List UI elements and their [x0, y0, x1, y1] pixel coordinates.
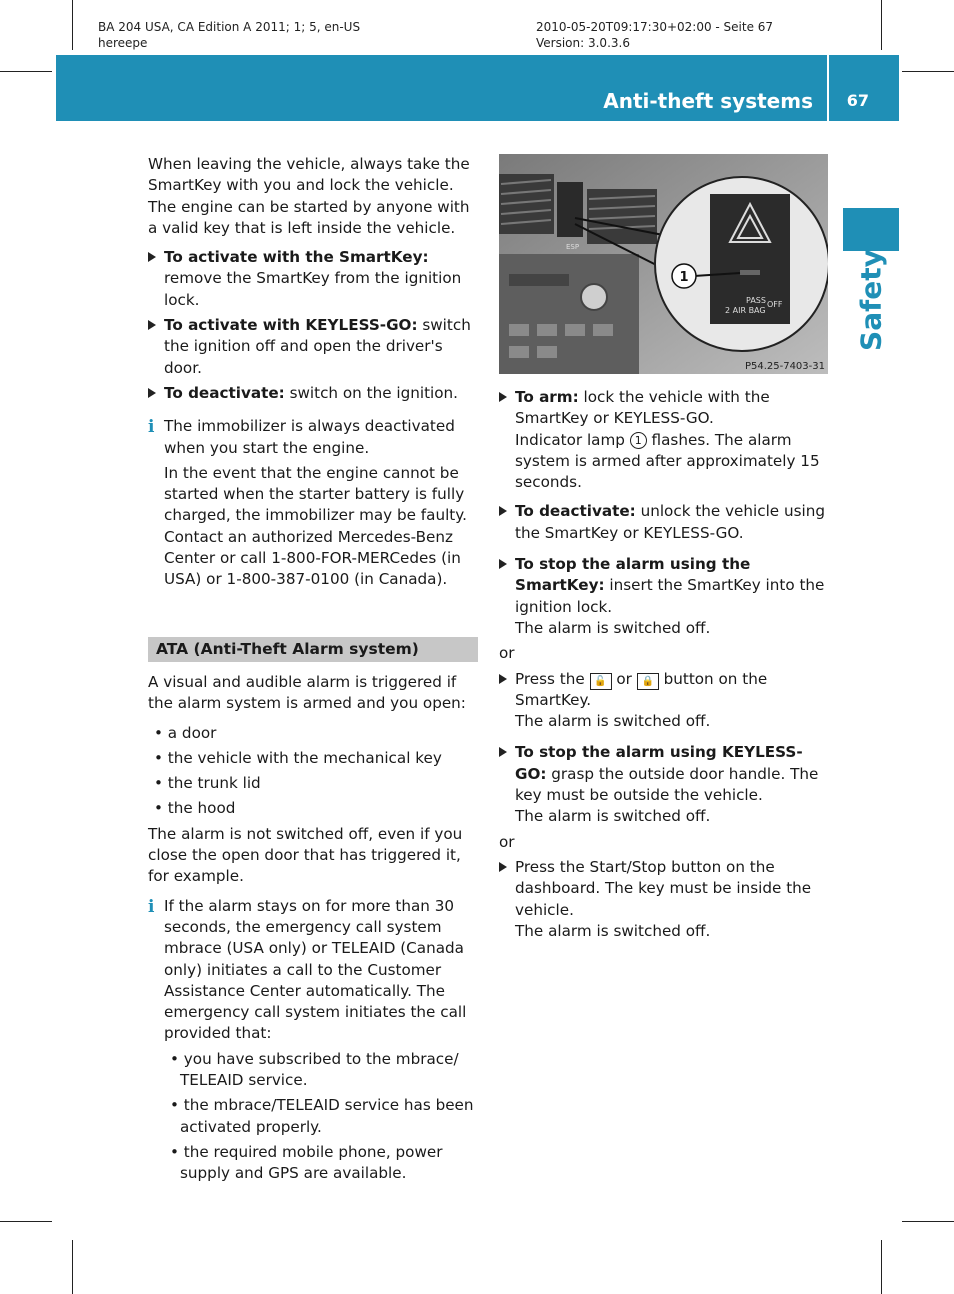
step-result: flashes. The alarm system is armed after approximately 15 seconds. [515, 430, 820, 492]
unlock-icon: 🔓 [590, 673, 612, 690]
info-paragraph: The immobilizer is always deactivated when you start the engine. [164, 417, 455, 457]
lock-icon: 🔒 [637, 673, 659, 690]
print-meta-left [98, 19, 360, 51]
step-result: The alarm is switched off. [515, 807, 711, 826]
button-text-airbag: 2 AIR BAG [725, 306, 766, 315]
figure-code: P54.25-7403-31 [744, 361, 825, 372]
info-note [148, 416, 478, 590]
or-separator: or [499, 832, 515, 851]
step-text: remove the SmartKey from the ignition lock. [164, 269, 462, 309]
step-label: To stop the alarm using the SmartKey: [515, 555, 751, 595]
esp-label: ESP [566, 243, 580, 251]
step-arrow-icon [499, 747, 507, 757]
dashboard-drawing [499, 154, 828, 374]
step-result: The alarm is switched off. [515, 618, 711, 637]
chapter-title: Anti-theft systems [603, 89, 813, 113]
step-item [499, 387, 831, 493]
list-item-text: a door [167, 723, 217, 742]
intro-paragraph: When leaving the vehicle, always take the SmartKey with you and lock the vehicle. The engine can be started by anyone with a valid key that is left inside the vehicle. [148, 155, 470, 237]
step-arrow-icon [499, 392, 507, 402]
indicator-callout: 1 [630, 432, 647, 449]
step-arrow-icon [499, 506, 507, 516]
list-item: • a door [154, 723, 217, 742]
step-label: To deactivate: [164, 383, 285, 402]
step-item [499, 857, 831, 942]
step-text: Press the Start/Stop button on the dashboard. The key must be inside the vehicle. [515, 857, 812, 919]
list-item: • the trunk lid [154, 774, 261, 793]
step-label: To stop the alarm using KEYLESS-GO: [515, 743, 803, 783]
crop-mark [881, 0, 882, 50]
crop-mark [0, 71, 52, 72]
list-item: • you have subscribed to the mbrace/ TELEAID service. [170, 1049, 459, 1089]
dashboard-illustration [499, 154, 828, 374]
crop-mark [902, 1221, 954, 1222]
list-item-text: you have subscribed to the mbrace/ TELEAID service. [180, 1049, 459, 1089]
step-item [148, 247, 478, 311]
step-result: The alarm is switched off. [515, 712, 711, 731]
step-label: To deactivate: [515, 502, 636, 521]
list-item-text: the hood [167, 799, 236, 818]
crop-mark [902, 71, 954, 72]
step-text: or [611, 669, 637, 688]
callout-number: 1 [679, 270, 689, 285]
step-item [499, 669, 831, 733]
meta-line: Version: 3.0.3.6 [536, 36, 630, 50]
list-item-text: the mbrace/TELEAID service has been activated properly. [180, 1096, 474, 1136]
step-label: To activate with KEYLESS-GO: [164, 316, 418, 335]
info-icon: i [148, 417, 155, 438]
section-tab-marker [843, 208, 899, 251]
meta-line: BA 204 USA, CA Edition A 2011; 1; 5, en-US [98, 20, 361, 34]
header-divider [827, 55, 829, 121]
step-arrow-icon [148, 252, 156, 262]
list-item: • the vehicle with the mechanical key [154, 748, 442, 767]
info-paragraph: If the alarm stays on for more than 30 seconds, the emergency call system mbrace (USA only) or TELEAID (Canada only) initiates a call to the Customer Assistance Center automatically. The emergency call system initiates the call provided that: [164, 896, 467, 1043]
button-text-pass: PASS [746, 296, 766, 305]
step-label: To activate with the SmartKey: [164, 248, 429, 267]
crop-mark [72, 1240, 73, 1294]
left-column [148, 154, 478, 1188]
step-item [499, 501, 831, 544]
info-icon: i [148, 896, 155, 917]
list-item: • the hood [154, 799, 236, 818]
page-number: 67 [846, 91, 869, 110]
list-item-text: the vehicle with the mechanical key [167, 748, 442, 767]
step-text: insert the SmartKey into the ignition lock. [515, 576, 825, 616]
paragraph: The alarm is not switched off, even if you close the open door that has triggered it, for example. [148, 824, 463, 886]
list-item: • the mbrace/TELEAID service has been activated properly. [170, 1096, 474, 1136]
step-result: The alarm is switched off. [515, 921, 711, 940]
list-item-text: the trunk lid [167, 774, 261, 793]
chapter-header [56, 55, 899, 121]
button-text-off: OFF [767, 300, 783, 309]
step-item [148, 383, 478, 404]
meta-line: hereepe [98, 36, 148, 50]
step-label: To arm: [515, 388, 579, 406]
step-item [499, 742, 831, 827]
step-text: lock the vehicle with the SmartKey or KEYLESS-GO. [515, 388, 770, 428]
right-column [499, 387, 831, 946]
crop-mark [72, 0, 73, 50]
section-heading: ATA (Anti-Theft Alarm system) [148, 637, 478, 662]
step-text: button on the SmartKey. [515, 669, 768, 709]
list-item: • the required mobile phone, power supply and GPS are available. [170, 1142, 443, 1183]
step-arrow-icon [499, 559, 507, 569]
list-item-text: the required mobile phone, power supply and GPS are available. [180, 1142, 443, 1183]
info-note [148, 896, 478, 1185]
step-arrow-icon [148, 388, 156, 398]
section-intro: A visual and audible alarm is triggered if the alarm system is armed and you open: [148, 672, 466, 713]
print-meta-right [536, 19, 773, 51]
step-text: Press the [515, 669, 590, 688]
step-text: switch on the ignition. [284, 383, 459, 402]
meta-line: 2010-05-20T09:17:30+02:00 - Seite 67 [536, 20, 774, 34]
or-separator: or [499, 644, 515, 663]
step-item [499, 554, 831, 639]
step-text: switch the ignition off and open the driver's door. [164, 316, 471, 377]
crop-mark [0, 1221, 52, 1222]
section-tab-text: Safety [854, 249, 888, 351]
info-paragraph: In the event that the engine cannot be started when the starter battery is fully charged, the immobilizer may be faulty. Contact an authorized Mercedes-Benz Center or call 1-800-FOR-MERCedes (in USA) or 1-800-387-0100 (in Canada). [164, 463, 467, 589]
step-text: grasp the outside door handle. The key must be outside the vehicle. [515, 764, 819, 805]
step-arrow-icon [499, 862, 507, 872]
step-item [148, 315, 478, 379]
crop-mark [881, 1240, 882, 1294]
step-arrow-icon [148, 320, 156, 330]
step-arrow-icon [499, 674, 507, 684]
step-result: Indicator lamp [515, 430, 630, 449]
section-tab-label [836, 250, 906, 350]
step-text: unlock the vehicle using the SmartKey or KEYLESS-GO. [515, 502, 826, 542]
